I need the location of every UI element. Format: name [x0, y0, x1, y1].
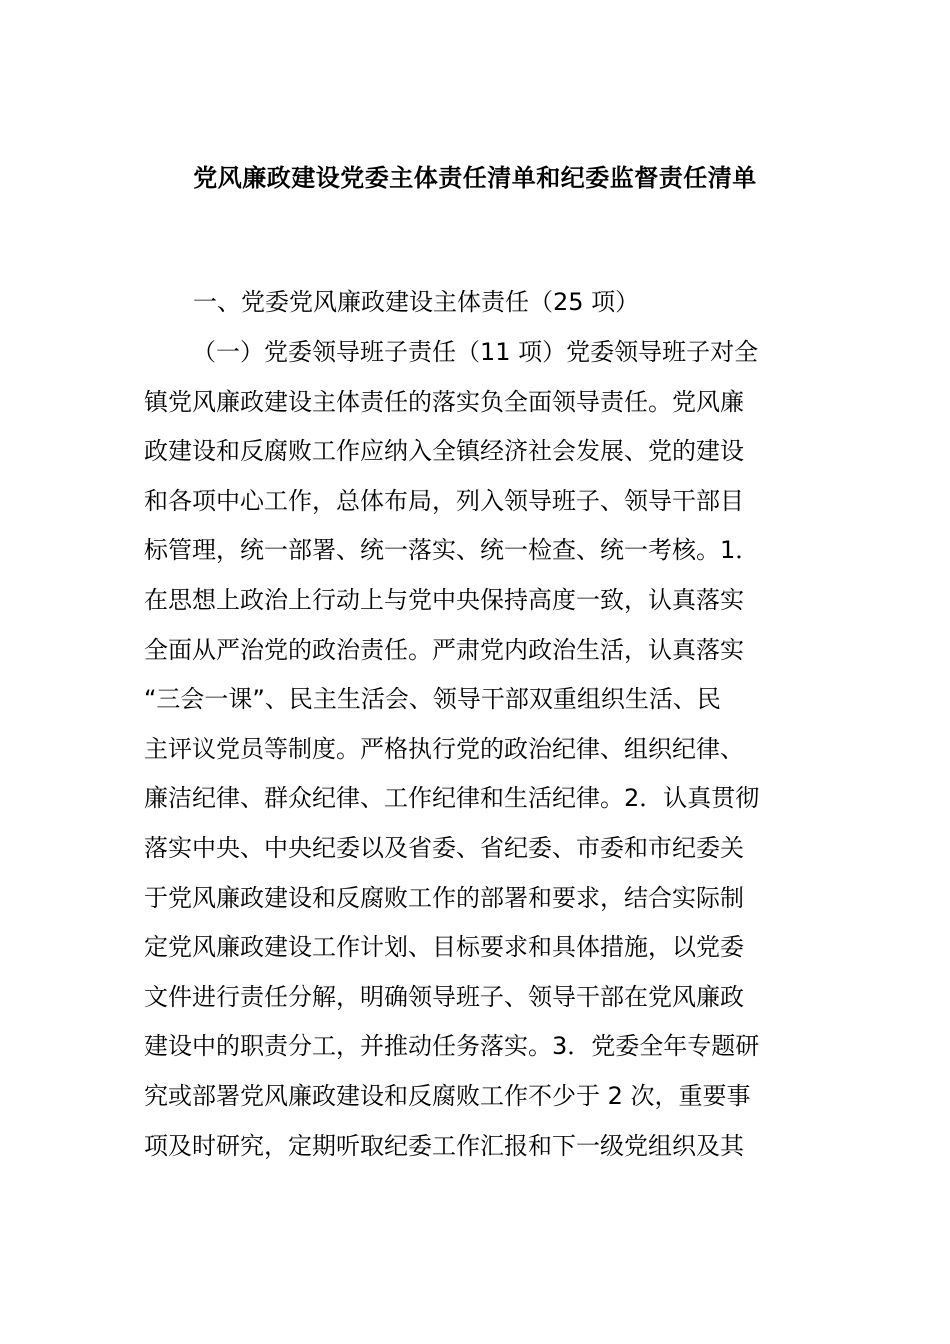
- paragraph-line: 镇党风廉政建设主体责任的落实负全面领导责任。党风廉: [144, 387, 744, 416]
- paragraph-line: 定党风廉政建设工作计划、目标要求和具体措施，以党委: [144, 933, 744, 962]
- paragraph-line: 落实中央、中央纪委以及省委、省纪委、市委和市纪委关: [144, 833, 744, 862]
- paragraph-line: 标管理，统一部署、统一落实、统一检查、统一考核。1．: [144, 536, 760, 565]
- section-heading: 一、党委党风廉政建设主体责任（25 项）: [193, 288, 640, 316]
- paragraph-line: 政建设和反腐败工作应纳入全镇经济社会发展、党的建设: [144, 437, 744, 466]
- paragraph-line: 建设中的职责分工，并推动任务落实。3．党委全年专题研: [144, 1032, 760, 1061]
- paragraph-line: 究或部署党风廉政建设和反腐败工作不少于 2 次，重要事: [144, 1081, 751, 1110]
- paragraph-line: 主评议党员等制度。严格执行党的政治纪律、组织纪律、: [144, 734, 744, 763]
- paragraph-line: 在思想上政治上行动上与党中央保持高度一致，认真落实: [144, 585, 744, 614]
- paragraph-line: （一）党委领导班子责任（11 项）党委领导班子对全: [192, 338, 759, 366]
- document-title: 党风廉政建设党委主体责任清单和纪委监督责任清单: [193, 164, 757, 192]
- body-paragraph: [144, 334, 824, 1177]
- paragraph-line: 廉洁纪律、群众纪律、工作纪律和生活纪律。2．认真贯彻: [144, 784, 760, 813]
- paragraph-line: 项及时研究，定期听取纪委工作汇报和下一级党组织及其: [144, 1131, 744, 1160]
- paragraph-line: 于党风廉政建设和反腐败工作的部署和要求，结合实际制: [144, 883, 744, 912]
- paragraph-line: 和各项中心工作，总体布局，列入领导班子、领导干部目: [144, 486, 744, 515]
- paragraph-line: 文件进行责任分解，明确领导班子、领导干部在党风廉政: [144, 982, 744, 1011]
- paragraph-line: “三会一课”、民主生活会、领导干部双重组织生活、民: [144, 685, 721, 714]
- paragraph-line: 全面从严治党的政治责任。严肃党内政治生活，认真落实: [144, 635, 744, 664]
